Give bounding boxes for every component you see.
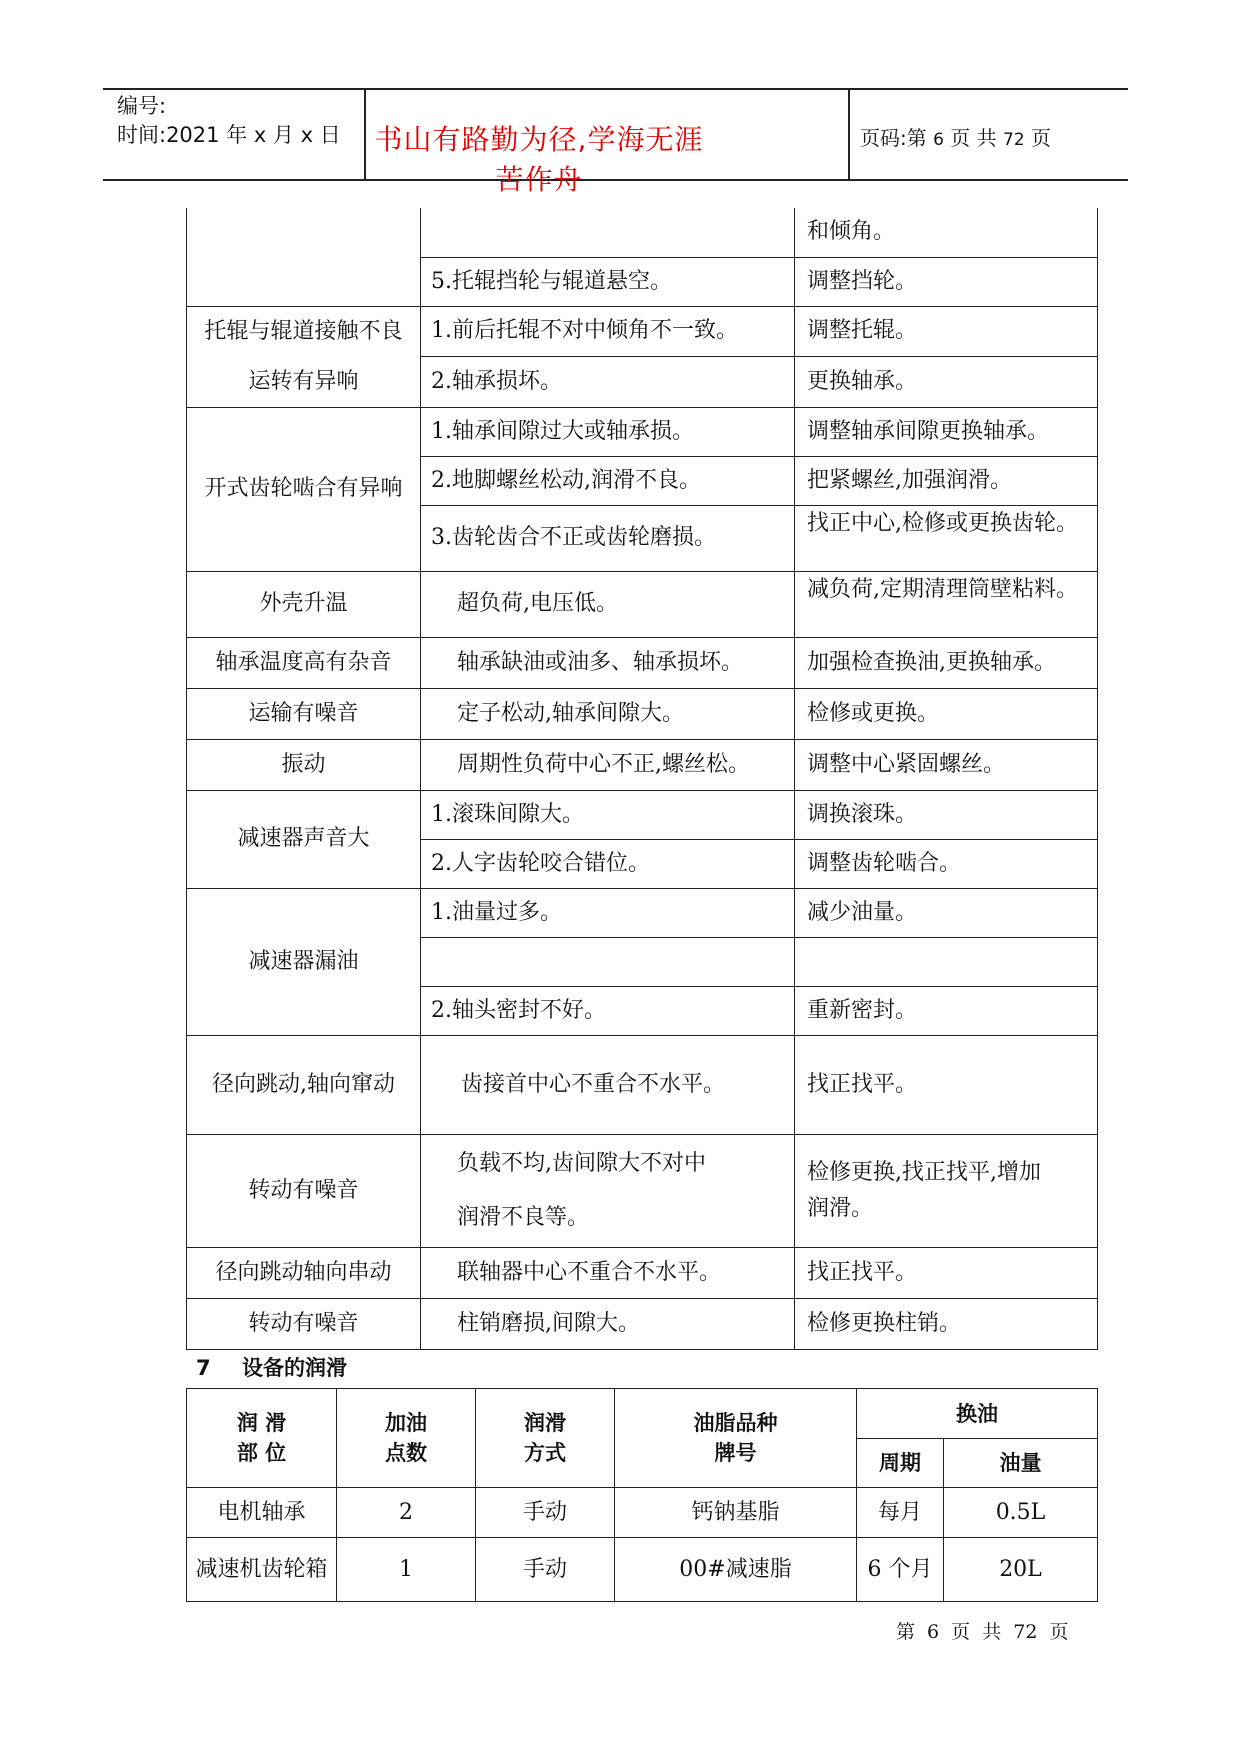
section-number: 7 bbox=[196, 1356, 211, 1380]
header-line: 点数 bbox=[385, 1441, 427, 1465]
points-cell: 1 bbox=[337, 1538, 476, 1602]
header-line: 方式 bbox=[524, 1441, 566, 1465]
header-top-rule bbox=[103, 88, 1128, 90]
remedy-cell: 重新密封。 bbox=[795, 986, 1098, 1035]
table-row bbox=[187, 1298, 1098, 1349]
header-line: 润滑 bbox=[524, 1411, 566, 1435]
header-part bbox=[187, 1389, 337, 1488]
remedy-cell: 找正中心,检修或更换齿轮。 bbox=[795, 505, 1098, 571]
period-cell: 每月 bbox=[857, 1488, 944, 1538]
lubrication-table bbox=[186, 1388, 1098, 1602]
amount-cell: 0.5L bbox=[944, 1488, 1098, 1538]
header-line: 部 位 bbox=[236, 1441, 287, 1465]
remedy-line: 润滑。 bbox=[807, 1195, 874, 1221]
table-row bbox=[187, 1247, 1098, 1298]
period-cell: 6 个月 bbox=[857, 1538, 944, 1602]
cause-cell: 柱销磨损,间隙大。 bbox=[421, 1298, 795, 1349]
header-amount: 油量 bbox=[944, 1439, 1098, 1488]
fault-cell: 减速器漏油 bbox=[187, 888, 421, 1035]
table-row bbox=[187, 888, 1098, 937]
header-method bbox=[476, 1389, 615, 1488]
remedy-cell: 调整中心紧固螺丝。 bbox=[795, 739, 1098, 790]
cause-line: 负载不均,齿间隙大不对中 bbox=[457, 1150, 706, 1176]
fault-cell: 托辊与辊道接触不良运转有异响 bbox=[187, 306, 421, 407]
doc-number-label: 编号: bbox=[117, 94, 167, 118]
cause-cell: 联轴器中心不重合不水平。 bbox=[421, 1247, 795, 1298]
header-line: 润 滑 bbox=[236, 1411, 287, 1435]
cause-cell bbox=[421, 937, 795, 986]
table-row bbox=[187, 571, 1098, 637]
cause-cell bbox=[421, 1134, 795, 1247]
grease-cell: 钙钠基脂 bbox=[615, 1488, 857, 1538]
header-divider bbox=[848, 88, 850, 181]
page-prefix: 页码:第 bbox=[860, 126, 927, 150]
section-title: 设备的润滑 bbox=[242, 1356, 347, 1380]
header-motto: 书山有路勤为径,学海无涯苦作舟 bbox=[374, 123, 704, 196]
part-cell: 电机轴承 bbox=[187, 1488, 337, 1538]
cause-cell: 2.轴承损坏。 bbox=[421, 357, 795, 408]
fault-cell: 径向跳动,轴向窜动 bbox=[187, 1035, 421, 1134]
cause-cell: 齿接首中心不重合不水平。 bbox=[421, 1035, 795, 1134]
remedy-cell: 找正找平。 bbox=[795, 1247, 1098, 1298]
part-cell: 减速机齿轮箱 bbox=[187, 1538, 337, 1602]
remedy-cell: 调整轴承间隙更换轴承。 bbox=[795, 407, 1098, 456]
cause-cell: 周期性负荷中心不正,螺丝松。 bbox=[421, 739, 795, 790]
doc-time: 时间:2021 年 x 月 x 日 bbox=[117, 123, 341, 147]
fault-cell: 运输有噪音 bbox=[187, 688, 421, 739]
table-row bbox=[187, 739, 1098, 790]
cause-cell: 1.轴承间隙过大或轴承损。 bbox=[421, 407, 795, 456]
cause-cell: 2.人字齿轮咬合错位。 bbox=[421, 839, 795, 888]
page-mid: 页 共 bbox=[950, 126, 997, 150]
cause-cell bbox=[421, 208, 795, 257]
cause-cell: 5.托辊挡轮与辊道悬空。 bbox=[421, 257, 795, 306]
section-heading bbox=[196, 1352, 347, 1382]
table-row bbox=[187, 208, 1098, 257]
header-line: 加油 bbox=[385, 1411, 427, 1435]
table-row bbox=[187, 407, 1098, 456]
page-current: 6 bbox=[933, 130, 944, 150]
fault-cell: 减速器声音大 bbox=[187, 790, 421, 888]
fault-table bbox=[186, 208, 1098, 1350]
remedy-cell bbox=[795, 937, 1098, 986]
cause-cell: 定子松动,轴承间隙大。 bbox=[421, 688, 795, 739]
fault-cell: 径向跳动轴向串动 bbox=[187, 1247, 421, 1298]
table-row bbox=[187, 1035, 1098, 1134]
header-line: 油脂品种 bbox=[693, 1411, 778, 1435]
remedy-line: 检修更换,找正找平,增加 bbox=[807, 1159, 1041, 1185]
cause-line: 润滑不良等。 bbox=[457, 1204, 590, 1230]
header-period: 周期 bbox=[857, 1439, 944, 1488]
cause-cell: 1.前后托辊不对中倾角不一致。 bbox=[421, 306, 795, 357]
table-row bbox=[187, 790, 1098, 839]
page-header bbox=[103, 88, 1128, 196]
header-points bbox=[337, 1389, 476, 1488]
cause-cell: 2.地脚螺丝松动,润滑不良。 bbox=[421, 456, 795, 505]
cause-cell: 超负荷,电压低。 bbox=[421, 571, 795, 637]
remedy-cell: 调整挡轮。 bbox=[795, 257, 1098, 306]
page-footer: 第 6 页 共 72 页 bbox=[896, 1621, 1069, 1643]
grease-cell: 00#减速脂 bbox=[615, 1538, 857, 1602]
table-row bbox=[187, 1488, 1098, 1538]
amount-cell: 20L bbox=[944, 1538, 1098, 1602]
remedy-cell: 调整托辊。 bbox=[795, 306, 1098, 357]
fault-cell: 开式齿轮啮合有异响 bbox=[187, 407, 421, 571]
remedy-cell: 调换滚珠。 bbox=[795, 790, 1098, 839]
fault-cell: 外壳升温 bbox=[187, 571, 421, 637]
table-row bbox=[187, 1538, 1098, 1602]
remedy-cell: 加强检查换油,更换轴承。 bbox=[795, 637, 1098, 688]
header-page-info bbox=[860, 122, 1051, 151]
fault-cell: 转动有噪音 bbox=[187, 1298, 421, 1349]
remedy-cell: 检修或更换。 bbox=[795, 688, 1098, 739]
remedy-cell: 找正找平。 bbox=[795, 1035, 1098, 1134]
method-cell: 手动 bbox=[476, 1488, 615, 1538]
remedy-cell: 更换轴承。 bbox=[795, 357, 1098, 408]
table-row bbox=[187, 688, 1098, 739]
remedy-cell bbox=[795, 1134, 1098, 1247]
remedy-cell: 检修更换柱销。 bbox=[795, 1298, 1098, 1349]
cause-cell: 2.轴头密封不好。 bbox=[421, 986, 795, 1035]
remedy-cell: 和倾角。 bbox=[795, 208, 1098, 257]
cause-cell: 3.齿轮齿合不正或齿轮磨损。 bbox=[421, 505, 795, 571]
fault-cell: 振动 bbox=[187, 739, 421, 790]
header-change: 换油 bbox=[857, 1389, 1098, 1439]
fault-cell: 轴承温度高有杂音 bbox=[187, 637, 421, 688]
remedy-cell: 把紧螺丝,加强润滑。 bbox=[795, 456, 1098, 505]
cause-cell: 1.油量过多。 bbox=[421, 888, 795, 937]
header-line: 牌号 bbox=[714, 1441, 757, 1465]
table-row bbox=[187, 637, 1098, 688]
page-total: 72 bbox=[1003, 130, 1025, 150]
remedy-cell: 调整齿轮啮合。 bbox=[795, 839, 1098, 888]
cause-cell: 1.滚珠间隙大。 bbox=[421, 790, 795, 839]
header-grease bbox=[615, 1389, 857, 1488]
remedy-cell: 减负荷,定期清理筒壁粘料。 bbox=[795, 571, 1098, 637]
fault-cell bbox=[187, 208, 421, 306]
table-header-row bbox=[187, 1389, 1098, 1439]
table-row bbox=[187, 1134, 1098, 1247]
table-row bbox=[187, 306, 1098, 357]
fault-cell: 转动有噪音 bbox=[187, 1134, 421, 1247]
points-cell: 2 bbox=[337, 1488, 476, 1538]
cause-cell: 轴承缺油或油多、轴承损坏。 bbox=[421, 637, 795, 688]
method-cell: 手动 bbox=[476, 1538, 615, 1602]
remedy-cell: 减少油量。 bbox=[795, 888, 1098, 937]
page-suffix: 页 bbox=[1031, 126, 1052, 150]
header-meta bbox=[117, 92, 341, 150]
